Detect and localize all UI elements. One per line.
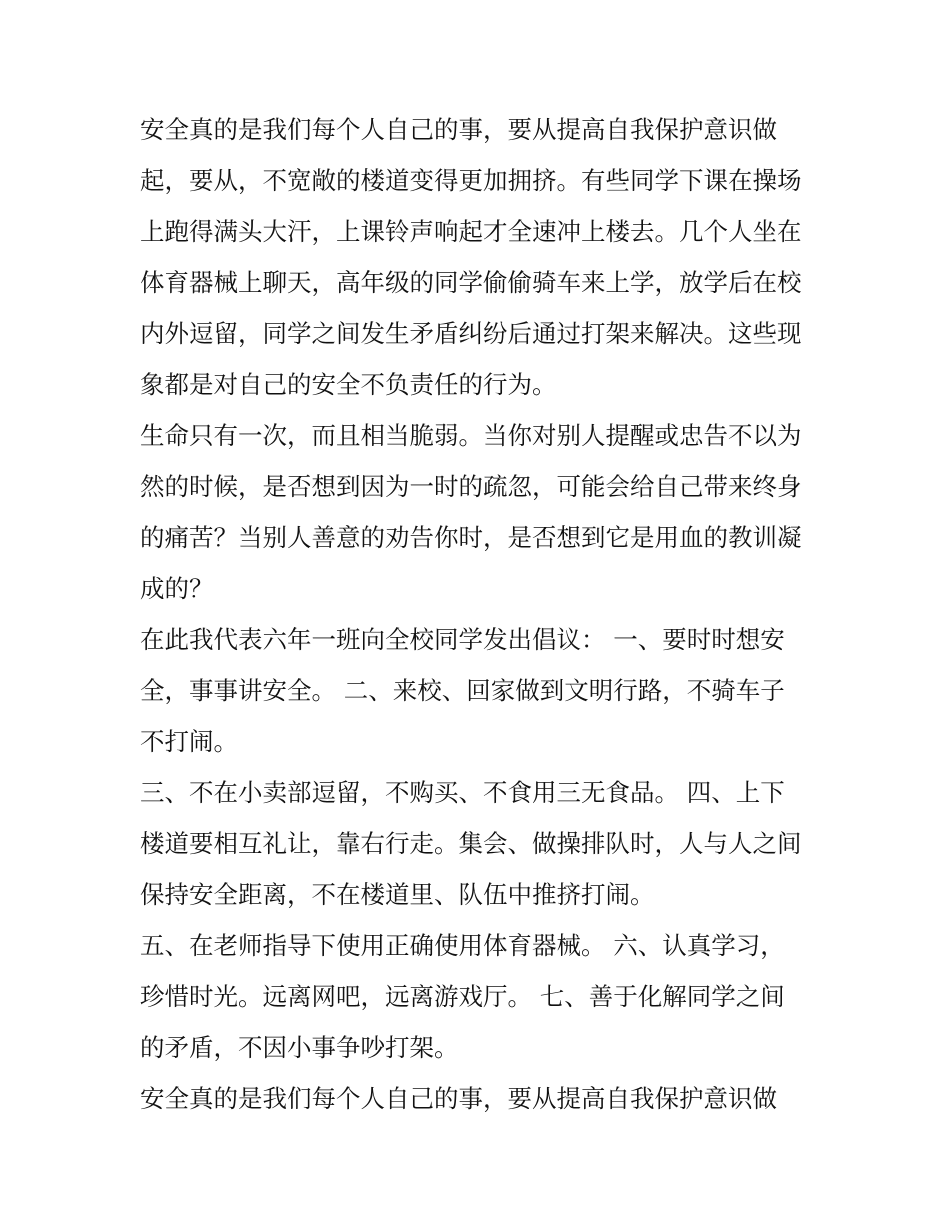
text-line: 在此我代表六年一班向全校同学发出倡议： 一、要时时想安: [140, 625, 785, 654]
text-line: 体育器械上聊天，高年级的同学偷偷骑车来上学，放学后在校: [140, 268, 802, 297]
text-line: 全，事事讲安全。 二、来校、回家做到文明行路，不骑车子: [140, 676, 785, 705]
text-line: 内外逗留，同学之间发生矛盾纠纷后通过打架来解决。这些现: [140, 319, 802, 348]
text-line: 的矛盾，不因小事争吵打架。: [140, 1033, 459, 1062]
text-line: 珍惜时光。远离网吧，远离游戏厅。 七、善于化解同学之间: [140, 982, 785, 1011]
text-line: 安全真的是我们每个人自己的事，要从提高自我保护意识做: [140, 115, 777, 144]
text-line: 安全真的是我们每个人自己的事，要从提高自我保护意识做: [140, 1084, 777, 1113]
text-line: 上跑得满头大汗，上课铃声响起才全速冲上楼去。几个人坐在: [140, 217, 802, 246]
text-line: 象都是对自己的安全不负责任的行为。: [140, 370, 557, 399]
text-line: 不打闹。: [140, 727, 238, 756]
document-body: [140, 104, 820, 1124]
text-line: 起，要从，不宽敞的楼道变得更加拥挤。有些同学下课在操场: [140, 166, 802, 195]
text-line: 保持安全距离，不在楼道里、队伍中推挤打闹。: [140, 880, 655, 909]
text-line: 五、在老师指导下使用正确使用体育器械。 六、认真学习，: [140, 931, 785, 960]
text-line: 成的？: [140, 574, 214, 603]
text-line: 然的时候，是否想到因为一时的疏忽，可能会给自己带来终身: [140, 472, 802, 501]
text-line: 楼道要相互礼让，靠右行走。集会、做操排队时，人与人之间: [140, 829, 802, 858]
text-line: 的痛苦？当别人善意的劝告你时，是否想到它是用血的教训凝: [140, 523, 802, 552]
text-line: 三、不在小卖部逗留，不购买、不食用三无食品。 四、上下: [140, 778, 785, 807]
text-line: 生命只有一次，而且相当脆弱。当你对别人提醒或忠告不以为: [140, 421, 802, 450]
